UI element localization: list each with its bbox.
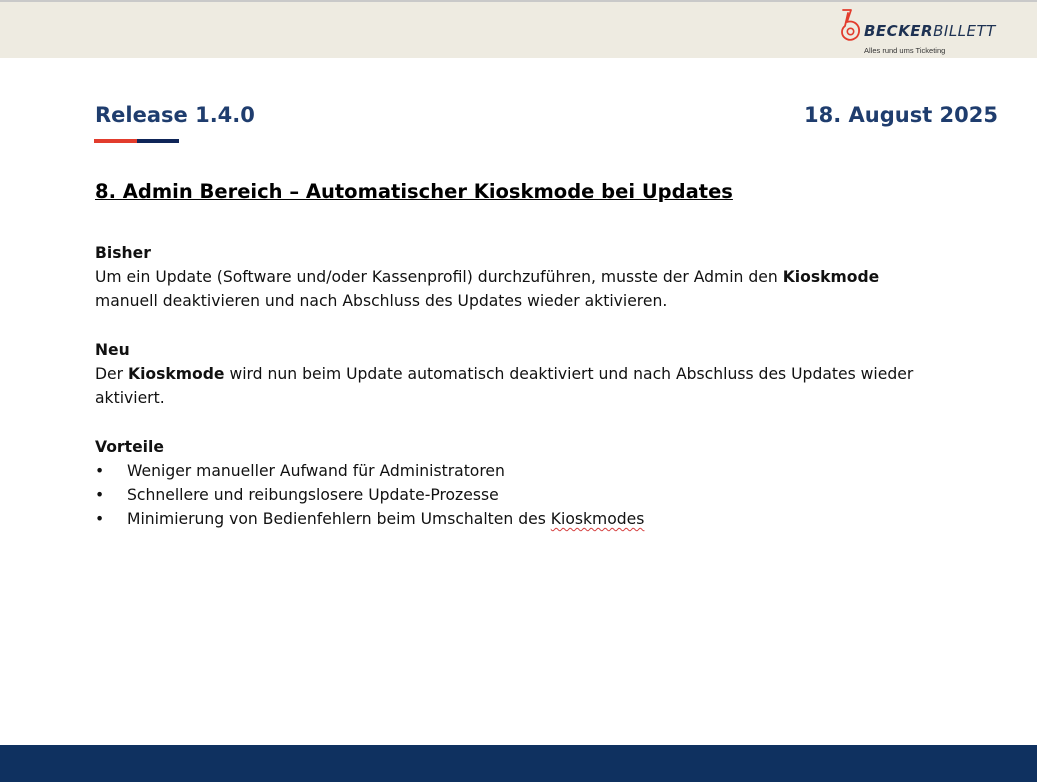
becker-billett-logo — [838, 8, 998, 56]
neu-bold-term: Kioskmode — [127, 365, 225, 383]
section-title: 8. Admin Bereich – Automatischer Kioskmode bei Updates — [95, 180, 733, 203]
bisher-text-before: Um ein Update (Software und/oder Kassenprofil) durchzuführen, musste der Admin den — [95, 268, 783, 287]
list-item — [95, 459, 975, 483]
page-header — [0, 2, 1037, 58]
accent-bar-navy — [137, 139, 179, 143]
bullet-icon: • — [95, 486, 105, 504]
neu-text-before: Der — [95, 365, 128, 383]
bisher-heading: Bisher — [95, 244, 151, 262]
logo-tagline: Alles rund ums Ticketing — [864, 46, 946, 55]
accent-bar-red — [94, 139, 137, 143]
document-body — [95, 241, 975, 531]
list-item-text: Weniger manueller Aufwand für Administratoren — [127, 461, 505, 480]
bisher-text-after: manuell deaktivieren und nach Abschluss des Updates wieder aktivieren. — [95, 292, 668, 311]
logo-brand-light: BILLETT — [933, 22, 996, 40]
logo-brand-bold: BECKER — [864, 22, 934, 40]
logo-wordmark — [864, 22, 996, 40]
bullet-icon: • — [95, 510, 105, 529]
release-version: Release 1.4.0 — [95, 103, 255, 127]
bisher-bold-term: Kioskmode — [782, 268, 880, 287]
page-footer-bar — [0, 745, 1037, 782]
title-accent-bar — [94, 139, 179, 143]
neu-heading: Neu — [95, 340, 130, 359]
list-item-text: Minimierung von Bedienfehlern beim Umschalten des — [127, 510, 551, 529]
vorteile-heading: Vorteile — [95, 437, 164, 456]
vorteile-list — [95, 459, 975, 532]
spellcheck-flagged-word[interactable]: Kioskmodes — [550, 510, 645, 529]
release-date: 18. August 2025 — [804, 103, 998, 127]
list-item — [95, 483, 975, 507]
neu-text-after: wird nun beim Update automatisch deaktiviert und nach Abschluss des Updates wieder aktiviert. — [95, 365, 914, 408]
list-item — [95, 507, 975, 531]
list-item-text: Schnellere und reibungslosere Update-Prozesse — [127, 486, 499, 504]
bisher-paragraph — [95, 265, 975, 313]
logo-mark-icon — [838, 8, 864, 44]
neu-paragraph — [95, 362, 975, 410]
bullet-icon: • — [95, 461, 105, 480]
